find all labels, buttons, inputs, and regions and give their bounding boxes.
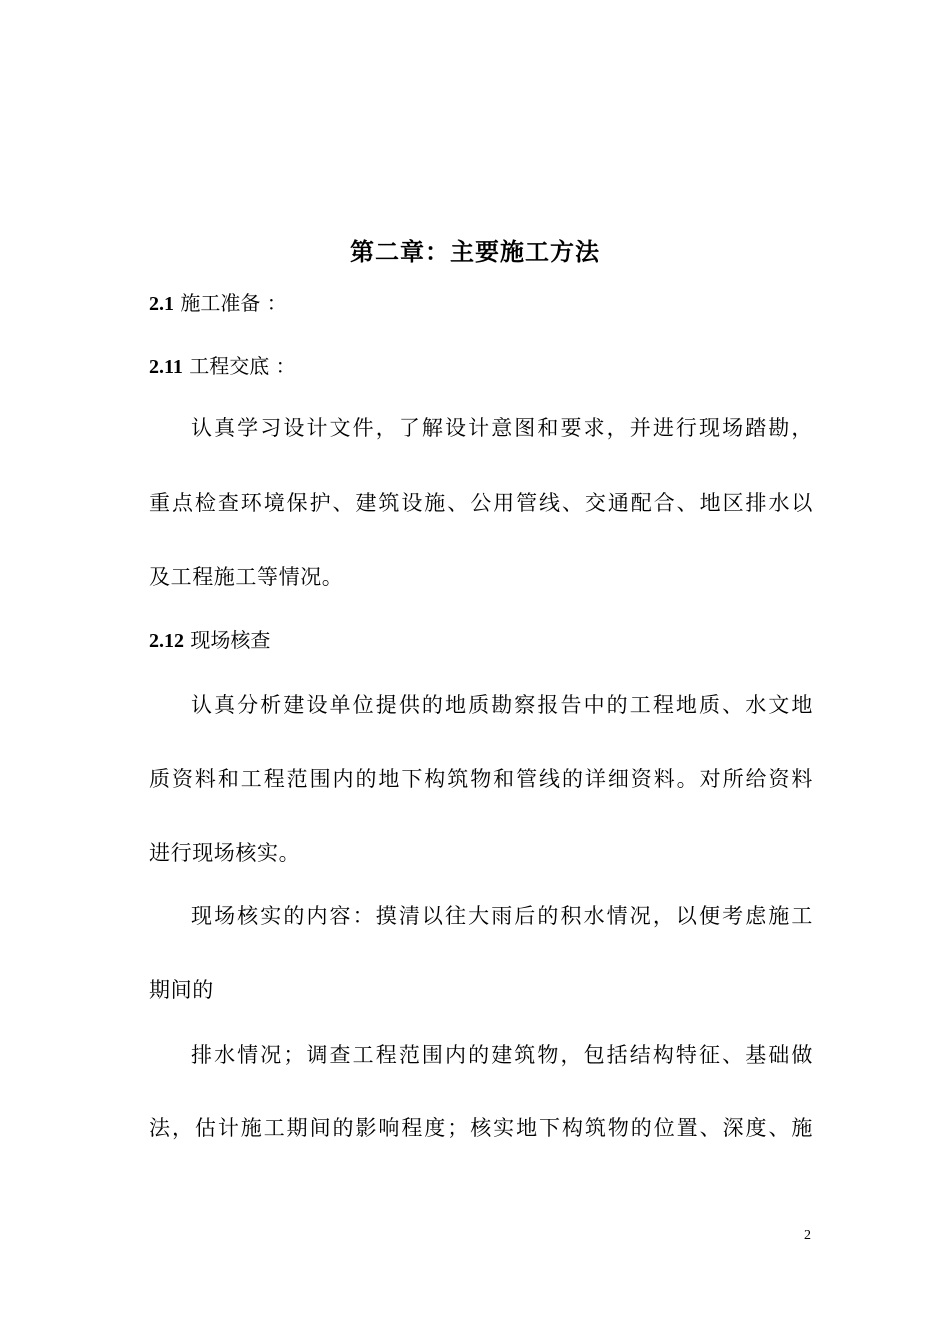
section-number: 2.1 <box>149 293 174 315</box>
paragraph-line: 重点检查环境保护、建筑设施、公用管线、交通配合、地区排水以 <box>149 491 813 515</box>
section-title: 工程交底 ： <box>189 354 296 378</box>
paragraph-line: 及工程施工等情况。 <box>149 565 344 589</box>
section-number: 2.12 <box>149 630 184 652</box>
section-number: 2.11 <box>149 356 183 378</box>
paragraph-line: 法，估计施工期间的影响程度；核实地下构筑物的位置、深度、施 <box>149 1116 813 1140</box>
section-heading-2-11 <box>149 350 296 379</box>
paragraph-line: 质资料和工程范围内的地下构筑物和管线的详细资料。对所给资料 <box>149 767 813 791</box>
paragraph-line: 期间的 <box>149 978 214 1002</box>
page-number: 2 <box>804 1228 811 1243</box>
section-heading-2-1 <box>149 287 287 316</box>
paragraph-line: 现场核实的内容：摸清以往大雨后的积水情况，以便考虑施工 <box>191 904 813 928</box>
paragraph-line: 进行现场核实。 <box>149 841 301 865</box>
paragraph-line: 排水情况；调查工程范围内的建筑物，包括结构特征、基础做 <box>191 1043 813 1067</box>
chapter-title: 第二章：主要施工方法 <box>350 237 600 266</box>
section-title: 现场核查 <box>190 628 271 652</box>
section-title: 施工准备 ： <box>180 291 287 315</box>
paragraph-line: 认真分析建设单位提供的地质勘察报告中的工程地质、水文地 <box>191 693 813 717</box>
paragraph-line: 认真学习设计文件，了解设计意图和要求，并进行现场踏勘， <box>191 416 813 440</box>
section-heading-2-12 <box>149 624 270 653</box>
